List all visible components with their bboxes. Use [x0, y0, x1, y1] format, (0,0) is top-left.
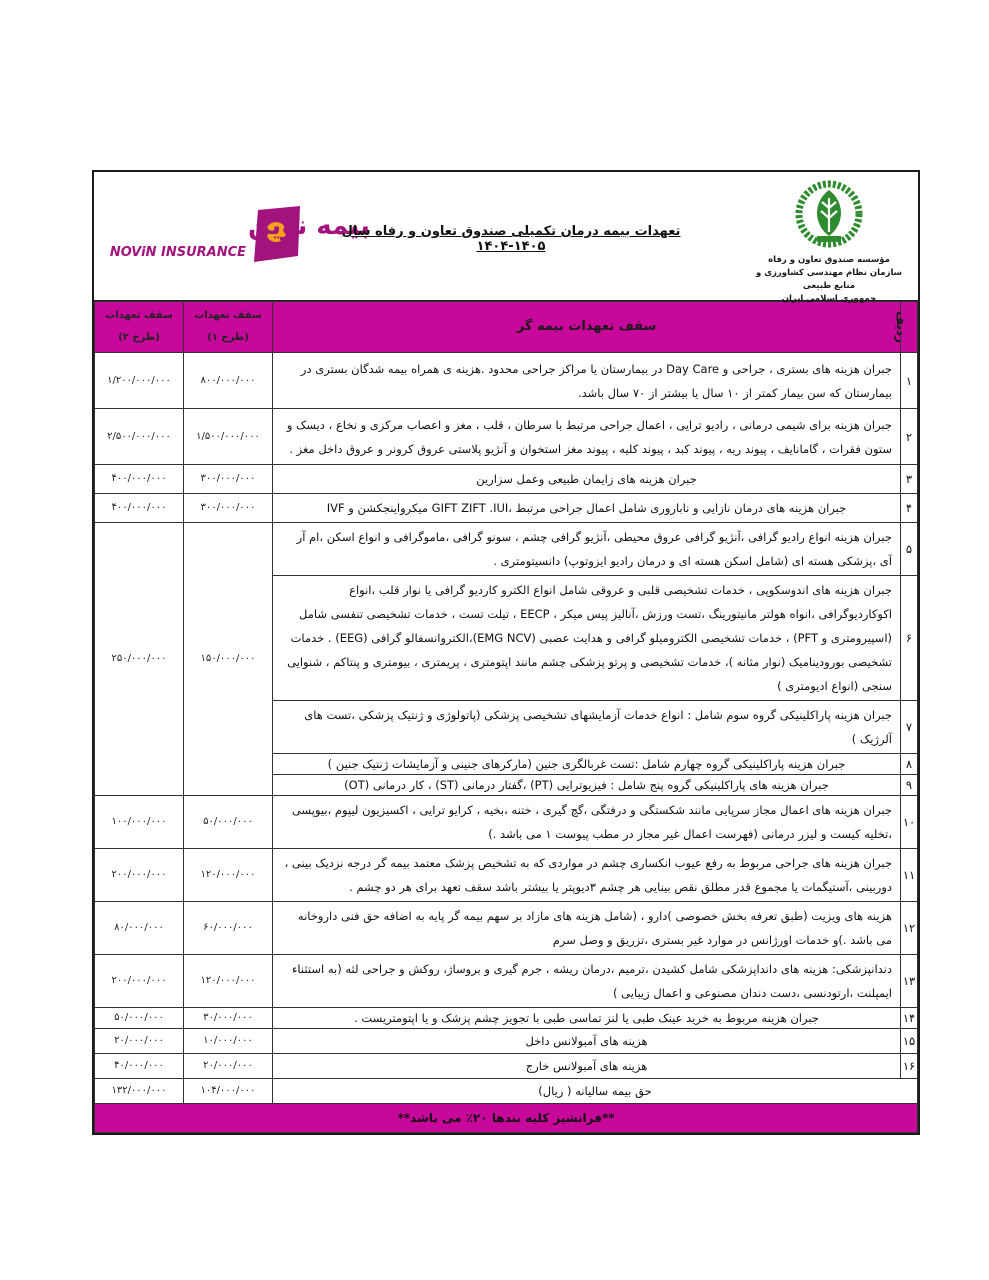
premium-row: [95, 1079, 918, 1104]
novin-insurance-logo: [108, 204, 370, 264]
row-description: جبران هزینه های جراحی مربوط به رفع عیوب انکساری چشم در مواردی که به تشخیص پزشک معتمد بیمه گر درجه نزدیک بینی ، دوربینی ،آستیگمات یا مجموع قدر مطلق نقص بینایی هر چشم ۳دیوپتر یا بیشتر باشد سقف تعهد برای هر دو چشم .: [273, 849, 901, 902]
plan1-amount: ۱/۵۰۰/۰۰۰/۰۰۰: [184, 409, 273, 465]
table-row: [95, 1029, 918, 1054]
plan2-amount: ۱/۲۰۰/۰۰۰/۰۰۰: [95, 353, 184, 409]
svg-text:NOViN INSURANCE: NOViN INSURANCE: [109, 245, 246, 260]
premium-plan2: ۱۳۲/۰۰۰/۰۰۰: [95, 1079, 184, 1104]
table-row: [95, 409, 918, 465]
row-number: ۱: [901, 353, 918, 409]
plan1-amount: ۵۰/۰۰۰/۰۰۰: [184, 796, 273, 849]
page-title: تعهدات بیمه درمان تکمیلی صندوق تعاون و رفاه سال ۱۴۰۵-۱۴۰۴: [341, 224, 681, 254]
plan1-amount: ۳۰۰/۰۰۰/۰۰۰: [184, 494, 273, 523]
plan1-amount: ۱۲۰/۰۰۰/۰۰۰: [184, 955, 273, 1008]
plan1-amount-merged: ۱۵۰/۰۰۰/۰۰۰: [184, 523, 273, 796]
table-row: [95, 902, 918, 955]
row-number: ۵: [901, 523, 918, 576]
row-number: ۶: [901, 576, 918, 701]
plan2-amount: ۲۰/۰۰۰/۰۰۰: [95, 1029, 184, 1054]
row-number: ۹: [901, 775, 918, 796]
footer-row: [95, 1104, 918, 1133]
row-description: جبران هزینه انواع رادیو گرافی ،آنژیو گرافی عروق محیطی ،آنژیو گرافی چشم ، سونو گرافی ،ماموگرافی و انواع اسکن ،ام آر آی ،پزشکی هسته ای (شامل اسکن هسته ای و درمان رادیو ایزوتوپ) دانسیتومتری .: [273, 523, 901, 576]
plan1-amount: ۶۰/۰۰۰/۰۰۰: [184, 902, 273, 955]
row-number: ۲: [901, 409, 918, 465]
row-description: هزینه های آمبولانس داخل: [273, 1029, 901, 1054]
row-description: جبران هزینه های اعمال مجاز سرپایی مانند شکستگی و درفتگی ،گچ گیری ، ختنه ،بخیه ، کرایو ترایی ، اکسیزیون لیپوم ،بیوپسی ،تخلیه کیست و لیزر درمانی (فهرست اعمال غیر مجاز در مطب پیوست ۱ می باشد .): [273, 796, 901, 849]
deductible-note: **فرانشیز کلیه بندها ۲۰٪ می باشد**: [95, 1104, 918, 1133]
row-number: ۱۵: [901, 1029, 918, 1054]
plan1-amount: ۱۰/۰۰۰/۰۰۰: [184, 1029, 273, 1054]
table-row: [95, 494, 918, 523]
table-row: [95, 523, 918, 576]
plan1-amount: ۳۰۰/۰۰۰/۰۰۰: [184, 465, 273, 494]
plan2-amount: ۴۰/۰۰۰/۰۰۰: [95, 1054, 184, 1079]
row-description: جبران هزینه های پاراکلینیکی گروه پنج شامل : فیزیوترایی (PT) ،گفتار درمانی (ST) ، کار درمانی (OT): [273, 775, 901, 796]
org-name-line: مؤسسه صندوق تعاون و رفاه: [768, 255, 890, 265]
table-row: [95, 353, 918, 409]
column-header-row-no: ردیف: [901, 302, 918, 353]
row-description: جبران هزینه های درمان نازایی و ناباروری شامل اعمال جراحی مرتبط ،GIFT ZIFT .IUI میکرواینجکشن و IVF: [273, 494, 901, 523]
premium-label: حق بیمه سالیانه ( ریال): [273, 1079, 918, 1104]
document-header: [94, 172, 918, 304]
plan2-amount: ۲۰۰/۰۰۰/۰۰۰: [95, 849, 184, 902]
plan1-amount: ۲۰/۰۰۰/۰۰۰: [184, 1054, 273, 1079]
plan1-amount: ۱۲۰/۰۰۰/۰۰۰: [184, 849, 273, 902]
table-row: [95, 465, 918, 494]
row-number: ۱۴: [901, 1008, 918, 1029]
plan2-amount: ۴۰۰/۰۰۰/۰۰۰: [95, 494, 184, 523]
row-number: ۳: [901, 465, 918, 494]
row-description: هزینه های آمبولانس خارج: [273, 1054, 901, 1079]
org-name-line: سازمان نظام مهندسی کشاورزی و منابع طبیعی: [755, 268, 903, 291]
org-logo: [754, 178, 904, 306]
org-name-line: جمهوری اسلامی ایران: [781, 294, 877, 304]
insurance-document: [92, 170, 920, 1135]
row-description: دندانپزشکی: هزینه های دانداپزشکی شامل کشیدن ،ترمیم ،درمان ریشه ، جرم گیری و بروساژ، روکش و جراحی لثه (به استثناء ایمپلنت ،ارتودنسی ،دست دندان مصنوعی و اعمال زیبایی ): [273, 955, 901, 1008]
table-row: [95, 1054, 918, 1079]
plan1-amount: ۳۰/۰۰۰/۰۰۰: [184, 1008, 273, 1029]
table-row: [95, 849, 918, 902]
row-number: ۱۲: [901, 902, 918, 955]
row-description: جبران هزینه پاراکلینیکی گروه سوم شامل : انواع خدمات آزمایشهای تشخیصی پزشکی (پاتولوژی و ژنتیک پزشکی ،تست های آلرژیک ): [273, 701, 901, 754]
row-number: ۴: [901, 494, 918, 523]
row-description: جبران هزینه های بستری ، جراحی و Day Care در بیمارستان یا مراکز جراحی محدود .هزینه ی همراه بیمه شدگان بستری در بیمارستان که سن بیمار کمتر از ۱۰ سال یا بیشتر از ۷۰ سال باشد.: [273, 353, 901, 409]
column-header-description: سقف تعهدات بیمه گر: [273, 302, 901, 353]
row-number: ۱۱: [901, 849, 918, 902]
plan2-amount: ۵۰/۰۰۰/۰۰۰: [95, 1008, 184, 1029]
row-number: ۱۶: [901, 1054, 918, 1079]
wheat-gear-emblem-icon: [789, 178, 869, 250]
row-number: ۷: [901, 701, 918, 754]
column-header-plan2: سقف تعهدات (طرح ۲): [95, 302, 184, 353]
premium-plan1: ۱۰۴/۰۰۰/۰۰۰: [184, 1079, 273, 1104]
plan2-amount: ۲۰۰/۰۰۰/۰۰۰: [95, 955, 184, 1008]
plan2-amount-merged: ۲۵۰/۰۰۰/۰۰۰: [95, 523, 184, 796]
plan2-amount: ۸۰/۰۰۰/۰۰۰: [95, 902, 184, 955]
plan1-amount: ۸۰۰/۰۰۰/۰۰۰: [184, 353, 273, 409]
row-description: جبران هزینه مربوط به خرید عینک طبی یا لنز تماسی طبی با تجویز چشم پزشک و یا اپتومتریست .: [273, 1008, 901, 1029]
row-number: ۱۳: [901, 955, 918, 1008]
row-number: ۱۰: [901, 796, 918, 849]
table-header-row: [95, 302, 918, 353]
table-row: [95, 955, 918, 1008]
plan2-amount: ۱۰۰/۰۰۰/۰۰۰: [95, 796, 184, 849]
row-description: جبران هزینه برای شیمی درمانی ، رادیو ترایی ، اعمال جراحی مرتبط با سرطان ، قلب ، مغز و اعصاب مرکزی و نخاع ، دیسک و ستون فقرات ، گامانایف ، پیوند ریه ، پیوند کبد ، پیوند کلیه ، پیوند مغز استخوان و آنژیو پلاستی عروق کرونر و عروق داخل مغز .: [273, 409, 901, 465]
coverage-table: [94, 301, 918, 1133]
row-description: هزینه های ویزیت (طبق تعرفه بخش خصوصی )دارو ، (شامل هزینه های مازاد بر سهم بیمه گر پایه به اضافه حق فنی داروخانه می باشد .)و خدمات اورژانس در موارد غیر بستری ،تزریق و وصل سرم: [273, 902, 901, 955]
svg-text:بیمه نوین: بیمه نوین: [248, 211, 370, 241]
row-description: جبران هزینه های زایمان طبیعی وعمل سزارین: [273, 465, 901, 494]
row-description: جبران هزینه پاراکلینیکی گروه چهارم شامل :تست غربالگری جنین (مارکرهای جنینی و آزمایشات ژنتیک جنین ): [273, 754, 901, 775]
row-number: ۸: [901, 754, 918, 775]
table-row: [95, 1008, 918, 1029]
table-row: [95, 796, 918, 849]
row-description: جبران هزینه های اندوسکوپی ، خدمات تشخیصی قلبی و عروقی شامل انواع الکترو کاردیو گرافی یا نوار قلب ،انواع اکوکاردیوگرافی ،انواه هولتر مانیتورینگ ،تست ورزش ،آنالیز پیس میکر ، EECP ، تیلت تست ، خدمات تشخیصی تنفسی شامل (اسپیرومتری و PFT) ، خدمات تشخیصی الکترومیلو گرافی و هدایت عصبی (EMG NCV)،الکتروانسفالو گرافی (EEG) . خدمات تشخیصی بورودینامیک (نوار مثانه )، خدمات تشخیصی و پرتو پزشکی چشم مانند اپتومتری ، پریمتری ، بیومتری و پنتاکم ، شنوایی سنجی (انواع ادیومتری ): [273, 576, 901, 701]
column-header-plan1: سقف تعهدات (طرح ۱): [184, 302, 273, 353]
plan2-amount: ۴۰۰/۰۰۰/۰۰۰: [95, 465, 184, 494]
plan2-amount: ۲/۵۰۰/۰۰۰/۰۰۰: [95, 409, 184, 465]
